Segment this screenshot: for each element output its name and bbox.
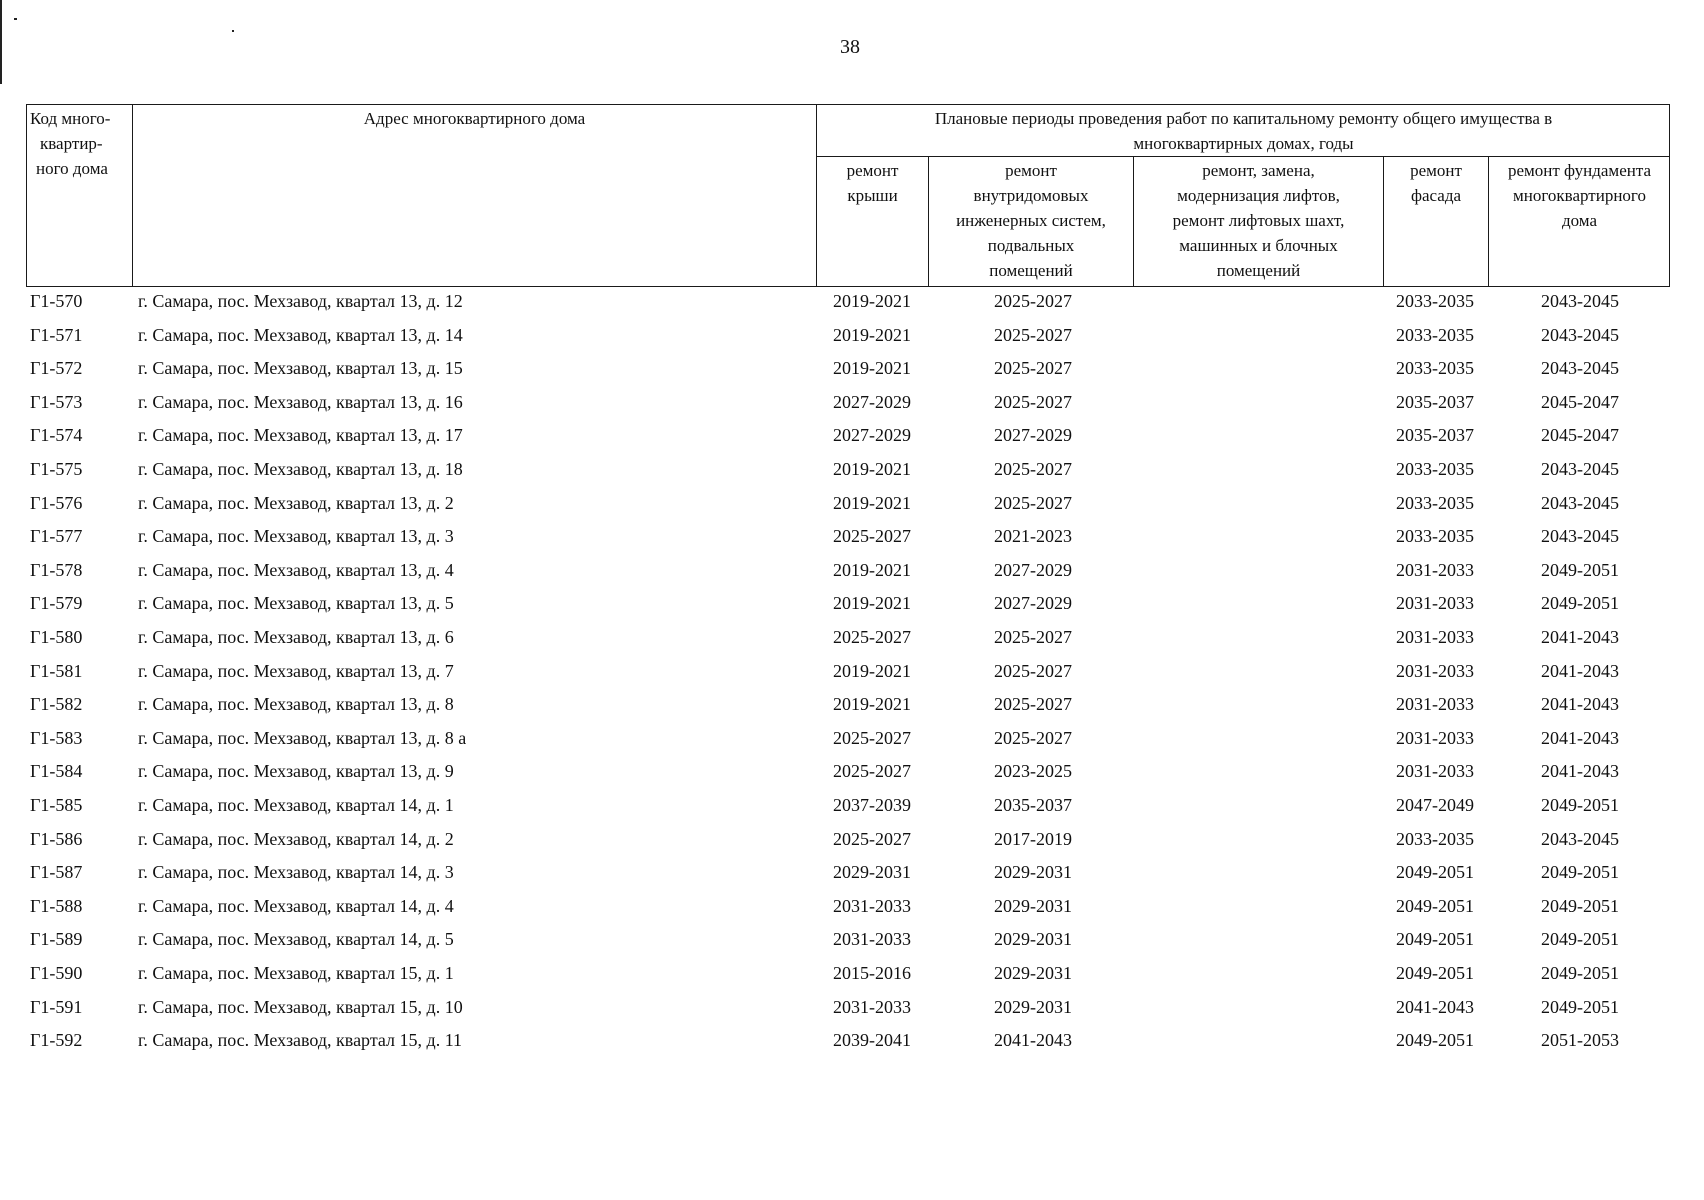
cell-code: Г1-590: [30, 963, 83, 983]
cell-code: Г1-578: [30, 559, 83, 580]
cell-engineering: 2023-2025: [994, 761, 1072, 782]
cell-address: г. Самара, пос. Мехзавод, квартал 14, д. 1: [138, 795, 454, 815]
table-row: [0, 689, 1704, 722]
cell-engineering: 2029-2031: [994, 895, 1072, 916]
cell-code: Г1-589: [30, 929, 83, 950]
cell-address: г. Самара, пос. Мехзавод, квартал 15, д. 1: [138, 963, 454, 983]
cell-foundation: 2041-2043: [1541, 627, 1619, 647]
cell-engineering: 2029-2031: [994, 929, 1072, 950]
cell-engineering: 2025-2027: [994, 358, 1072, 379]
cell-code: Г1-570: [30, 291, 83, 311]
cell-facade: 2031-2033: [1396, 559, 1474, 580]
header-engineering-line: внутридомовых: [973, 186, 1089, 205]
cell-address: г. Самара, пос. Мехзавод, квартал 14, д. 4: [138, 895, 454, 916]
cell-facade: 2035-2037: [1396, 425, 1474, 446]
cell-foundation: 2051-2053: [1541, 1030, 1619, 1051]
cell-code: Г1-583: [30, 727, 83, 748]
cell-engineering: 2025-2027: [994, 291, 1072, 311]
cell-foundation: 2041-2043: [1541, 761, 1619, 782]
cell-facade: 2031-2033: [1396, 627, 1474, 647]
cell-address: г. Самара, пос. Мехзавод, квартал 13, д. 14: [138, 324, 463, 345]
cell-address: г. Самара, пос. Мехзавод, квартал 13, д. 9: [138, 761, 454, 782]
cell-foundation: 2043-2045: [1541, 358, 1619, 379]
cell-facade: 2031-2033: [1396, 761, 1474, 782]
header-elevators-line: модернизация лифтов,: [1177, 186, 1340, 205]
table-divider: [816, 156, 1670, 157]
table-row: [0, 420, 1704, 453]
cell-foundation: 2041-2043: [1541, 727, 1619, 748]
cell-facade: 2033-2035: [1396, 828, 1474, 849]
cell-roof: 2015-2016: [833, 963, 911, 983]
cell-engineering: 2025-2027: [994, 727, 1072, 748]
cell-foundation: 2049-2051: [1541, 929, 1619, 950]
header-facade: [1384, 158, 1488, 208]
cell-foundation: 2049-2051: [1541, 862, 1619, 883]
cell-code: Г1-573: [30, 391, 83, 412]
cell-address: г. Самара, пос. Мехзавод, квартал 15, д. 11: [138, 1030, 463, 1051]
cell-facade: 2035-2037: [1396, 391, 1474, 412]
cell-roof: 2019-2021: [833, 559, 911, 580]
cell-engineering: 2021-2023: [994, 526, 1072, 547]
cell-roof: 2037-2039: [833, 795, 911, 815]
table-row: [0, 656, 1704, 689]
header-elevators-line: помещений: [1216, 261, 1301, 280]
cell-roof: 2019-2021: [833, 660, 911, 681]
cell-foundation: 2043-2045: [1541, 828, 1619, 849]
header-code: [30, 106, 132, 181]
scan-dot: [14, 18, 17, 20]
cell-facade: 2031-2033: [1396, 660, 1474, 681]
header-elevators-line: ремонт, замена,: [1202, 161, 1315, 180]
table-row: [0, 924, 1704, 957]
cell-address: г. Самара, пос. Мехзавод, квартал 14, д. 2: [138, 828, 454, 849]
cell-roof: 2031-2033: [833, 929, 911, 950]
table-row: [0, 588, 1704, 621]
cell-address: г. Самара, пос. Мехзавод, квартал 13, д. 15: [138, 358, 463, 379]
cell-engineering: 2025-2027: [994, 627, 1072, 647]
cell-address: г. Самара, пос. Мехзавод, квартал 15, д. 10: [138, 996, 463, 1017]
cell-roof: 2027-2029: [833, 425, 911, 446]
cell-engineering: 2025-2027: [994, 694, 1072, 715]
cell-roof: 2025-2027: [833, 828, 911, 849]
cell-facade: 2033-2035: [1396, 324, 1474, 345]
header-periods: [817, 106, 1670, 156]
page-number: 38: [840, 36, 860, 58]
cell-code: Г1-587: [30, 862, 83, 883]
table-divider: [132, 104, 133, 287]
cell-code: Г1-584: [30, 761, 83, 782]
cell-roof: 2019-2021: [833, 593, 911, 614]
cell-code: Г1-580: [30, 627, 83, 647]
cell-facade: 2033-2035: [1396, 358, 1474, 379]
table-row: [0, 790, 1704, 823]
table-row: [0, 824, 1704, 857]
cell-foundation: 2043-2045: [1541, 526, 1619, 547]
cell-foundation: 2045-2047: [1541, 391, 1619, 412]
cell-facade: 2031-2033: [1396, 593, 1474, 614]
cell-code: Г1-574: [30, 425, 83, 446]
cell-address: г. Самара, пос. Мехзавод, квартал 13, д. 12: [138, 291, 463, 311]
cell-facade: 2049-2051: [1396, 895, 1474, 916]
cell-code: Г1-571: [30, 324, 83, 345]
cell-engineering: 2029-2031: [994, 862, 1072, 883]
cell-foundation: 2043-2045: [1541, 324, 1619, 345]
header-foundation-line: ремонт фундамента: [1507, 161, 1652, 180]
header-periods-line: Плановые периоды проведения работ по капитальному ремонту общего имущества в: [934, 109, 1553, 128]
header-roof-line: крыши: [847, 186, 898, 205]
table-row: [0, 286, 1704, 319]
cell-address: г. Самара, пос. Мехзавод, квартал 13, д. 16: [138, 391, 463, 412]
cell-facade: 2047-2049: [1396, 795, 1474, 815]
table-row: [0, 353, 1704, 386]
cell-engineering: 2029-2031: [994, 996, 1072, 1017]
cell-engineering: 2017-2019: [994, 828, 1072, 849]
cell-code: Г1-582: [30, 694, 83, 715]
table-row: [0, 521, 1704, 554]
cell-facade: 2049-2051: [1396, 1030, 1474, 1051]
table-row: [0, 1025, 1704, 1058]
cell-foundation: 2043-2045: [1541, 291, 1619, 311]
cell-foundation: 2043-2045: [1541, 459, 1619, 479]
cell-code: Г1-592: [30, 1030, 83, 1051]
cell-address: г. Самара, пос. Мехзавод, квартал 13, д. 8 а: [138, 727, 467, 748]
cell-address: г. Самара, пос. Мехзавод, квартал 14, д. 5: [138, 929, 454, 950]
header-facade-line: ремонт: [1410, 161, 1462, 180]
cell-engineering: 2025-2027: [994, 324, 1072, 345]
header-foundation-line: многоквартирного: [1513, 186, 1646, 205]
header-code-line: квартир-: [40, 134, 103, 153]
cell-roof: 2025-2027: [833, 727, 911, 748]
cell-code: Г1-579: [30, 593, 83, 614]
cell-foundation: 2049-2051: [1541, 996, 1619, 1017]
cell-foundation: 2049-2051: [1541, 895, 1619, 916]
scan-dot: [232, 30, 234, 32]
cell-engineering: 2027-2029: [994, 593, 1072, 614]
cell-roof: 2019-2021: [833, 694, 911, 715]
header-code-line: Код много-: [30, 109, 111, 128]
header-engineering: [929, 158, 1133, 283]
cell-foundation: 2045-2047: [1541, 425, 1619, 446]
header-code-line: ного дома: [36, 159, 108, 178]
cell-code: Г1-586: [30, 828, 83, 849]
cell-foundation: 2041-2043: [1541, 694, 1619, 715]
cell-address: г. Самара, пос. Мехзавод, квартал 13, д. 6: [138, 627, 454, 647]
cell-roof: 2019-2021: [833, 492, 911, 513]
cell-engineering: 2025-2027: [994, 459, 1072, 479]
cell-roof: 2031-2033: [833, 996, 911, 1017]
header-engineering-line: помещений: [989, 261, 1073, 280]
cell-facade: 2031-2033: [1396, 727, 1474, 748]
table-row: [0, 555, 1704, 588]
cell-facade: 2041-2043: [1396, 996, 1474, 1017]
header-foundation-line: дома: [1561, 211, 1597, 230]
cell-roof: 2039-2041: [833, 1030, 911, 1051]
cell-foundation: 2049-2051: [1541, 963, 1619, 983]
cell-code: Г1-572: [30, 358, 83, 379]
table-row: [0, 992, 1704, 1025]
cell-foundation: 2049-2051: [1541, 795, 1619, 815]
cell-roof: 2031-2033: [833, 895, 911, 916]
cell-foundation: 2043-2045: [1541, 492, 1619, 513]
cell-roof: 2019-2021: [833, 324, 911, 345]
cell-engineering: 2025-2027: [994, 492, 1072, 513]
cell-address: г. Самара, пос. Мехзавод, квартал 13, д. 5: [138, 593, 454, 614]
cell-foundation: 2041-2043: [1541, 660, 1619, 681]
cell-facade: 2033-2035: [1396, 526, 1474, 547]
cell-facade: 2033-2035: [1396, 492, 1474, 513]
header-address: Адрес многоквартирного дома: [363, 109, 586, 128]
header-roof-line: ремонт: [846, 161, 899, 180]
cell-roof: 2025-2027: [833, 761, 911, 782]
cell-address: г. Самара, пос. Мехзавод, квартал 13, д. 3: [138, 526, 454, 547]
cell-foundation: 2049-2051: [1541, 593, 1619, 614]
cell-code: Г1-588: [30, 895, 83, 916]
cell-engineering: 2029-2031: [994, 963, 1072, 983]
cell-code: Г1-575: [30, 459, 83, 479]
cell-roof: 2025-2027: [833, 526, 911, 547]
cell-code: Г1-576: [30, 492, 83, 513]
cell-roof: 2029-2031: [833, 862, 911, 883]
cell-engineering: 2027-2029: [994, 559, 1072, 580]
header-foundation: [1489, 158, 1670, 233]
table-row: [0, 723, 1704, 756]
header-engineering-line: подвальных: [987, 236, 1075, 255]
table-row: [0, 320, 1704, 353]
cell-address: г. Самара, пос. Мехзавод, квартал 13, д. 8: [138, 694, 454, 715]
cell-address: г. Самара, пос. Мехзавод, квартал 13, д. 4: [138, 559, 454, 580]
cell-facade: 2033-2035: [1396, 291, 1474, 311]
header-engineering-line: ремонт: [1005, 161, 1057, 180]
header-periods-line: многоквартирных домах, годы: [1133, 134, 1354, 153]
cell-engineering: 2035-2037: [994, 795, 1072, 815]
cell-roof: 2027-2029: [833, 391, 911, 412]
cell-code: Г1-577: [30, 526, 83, 547]
cell-roof: 2019-2021: [833, 459, 911, 479]
cell-code: Г1-585: [30, 795, 83, 815]
cell-address: г. Самара, пос. Мехзавод, квартал 14, д. 3: [138, 862, 454, 883]
header-engineering-line: инженерных систем,: [956, 211, 1106, 230]
table-row: [0, 488, 1704, 521]
cell-code: Г1-581: [30, 660, 83, 681]
table-row: [0, 387, 1704, 420]
cell-foundation: 2049-2051: [1541, 559, 1619, 580]
header-elevators-line: ремонт лифтовых шахт,: [1172, 211, 1345, 230]
cell-engineering: 2025-2027: [994, 391, 1072, 412]
cell-engineering: 2025-2027: [994, 660, 1072, 681]
cell-engineering: 2027-2029: [994, 425, 1072, 446]
cell-engineering: 2041-2043: [994, 1030, 1072, 1051]
cell-address: г. Самара, пос. Мехзавод, квартал 13, д. 2: [138, 492, 454, 513]
cell-facade: 2049-2051: [1396, 862, 1474, 883]
cell-address: г. Самара, пос. Мехзавод, квартал 13, д. 7: [138, 660, 454, 681]
cell-roof: 2019-2021: [833, 358, 911, 379]
cell-address: г. Самара, пос. Мехзавод, квартал 13, д. 17: [138, 425, 463, 446]
cell-facade: 2049-2051: [1396, 963, 1474, 983]
cell-roof: 2019-2021: [833, 291, 911, 311]
cell-facade: 2049-2051: [1396, 929, 1474, 950]
table-row: [0, 857, 1704, 890]
cell-address: г. Самара, пос. Мехзавод, квартал 13, д. 18: [138, 459, 463, 479]
table-row: [0, 622, 1704, 655]
cell-roof: 2025-2027: [833, 627, 911, 647]
scan-edge-mark: [0, 0, 2, 84]
table-row: [0, 454, 1704, 487]
header-elevators: [1134, 158, 1383, 283]
header-elevators-line: машинных и блочных: [1179, 236, 1338, 255]
cell-facade: 2031-2033: [1396, 694, 1474, 715]
table-row: [0, 891, 1704, 924]
header-facade-line: фасада: [1410, 186, 1462, 205]
cell-code: Г1-591: [30, 996, 83, 1017]
header-roof: [817, 158, 928, 208]
table-row: [0, 958, 1704, 991]
cell-facade: 2033-2035: [1396, 459, 1474, 479]
table-row: [0, 756, 1704, 789]
